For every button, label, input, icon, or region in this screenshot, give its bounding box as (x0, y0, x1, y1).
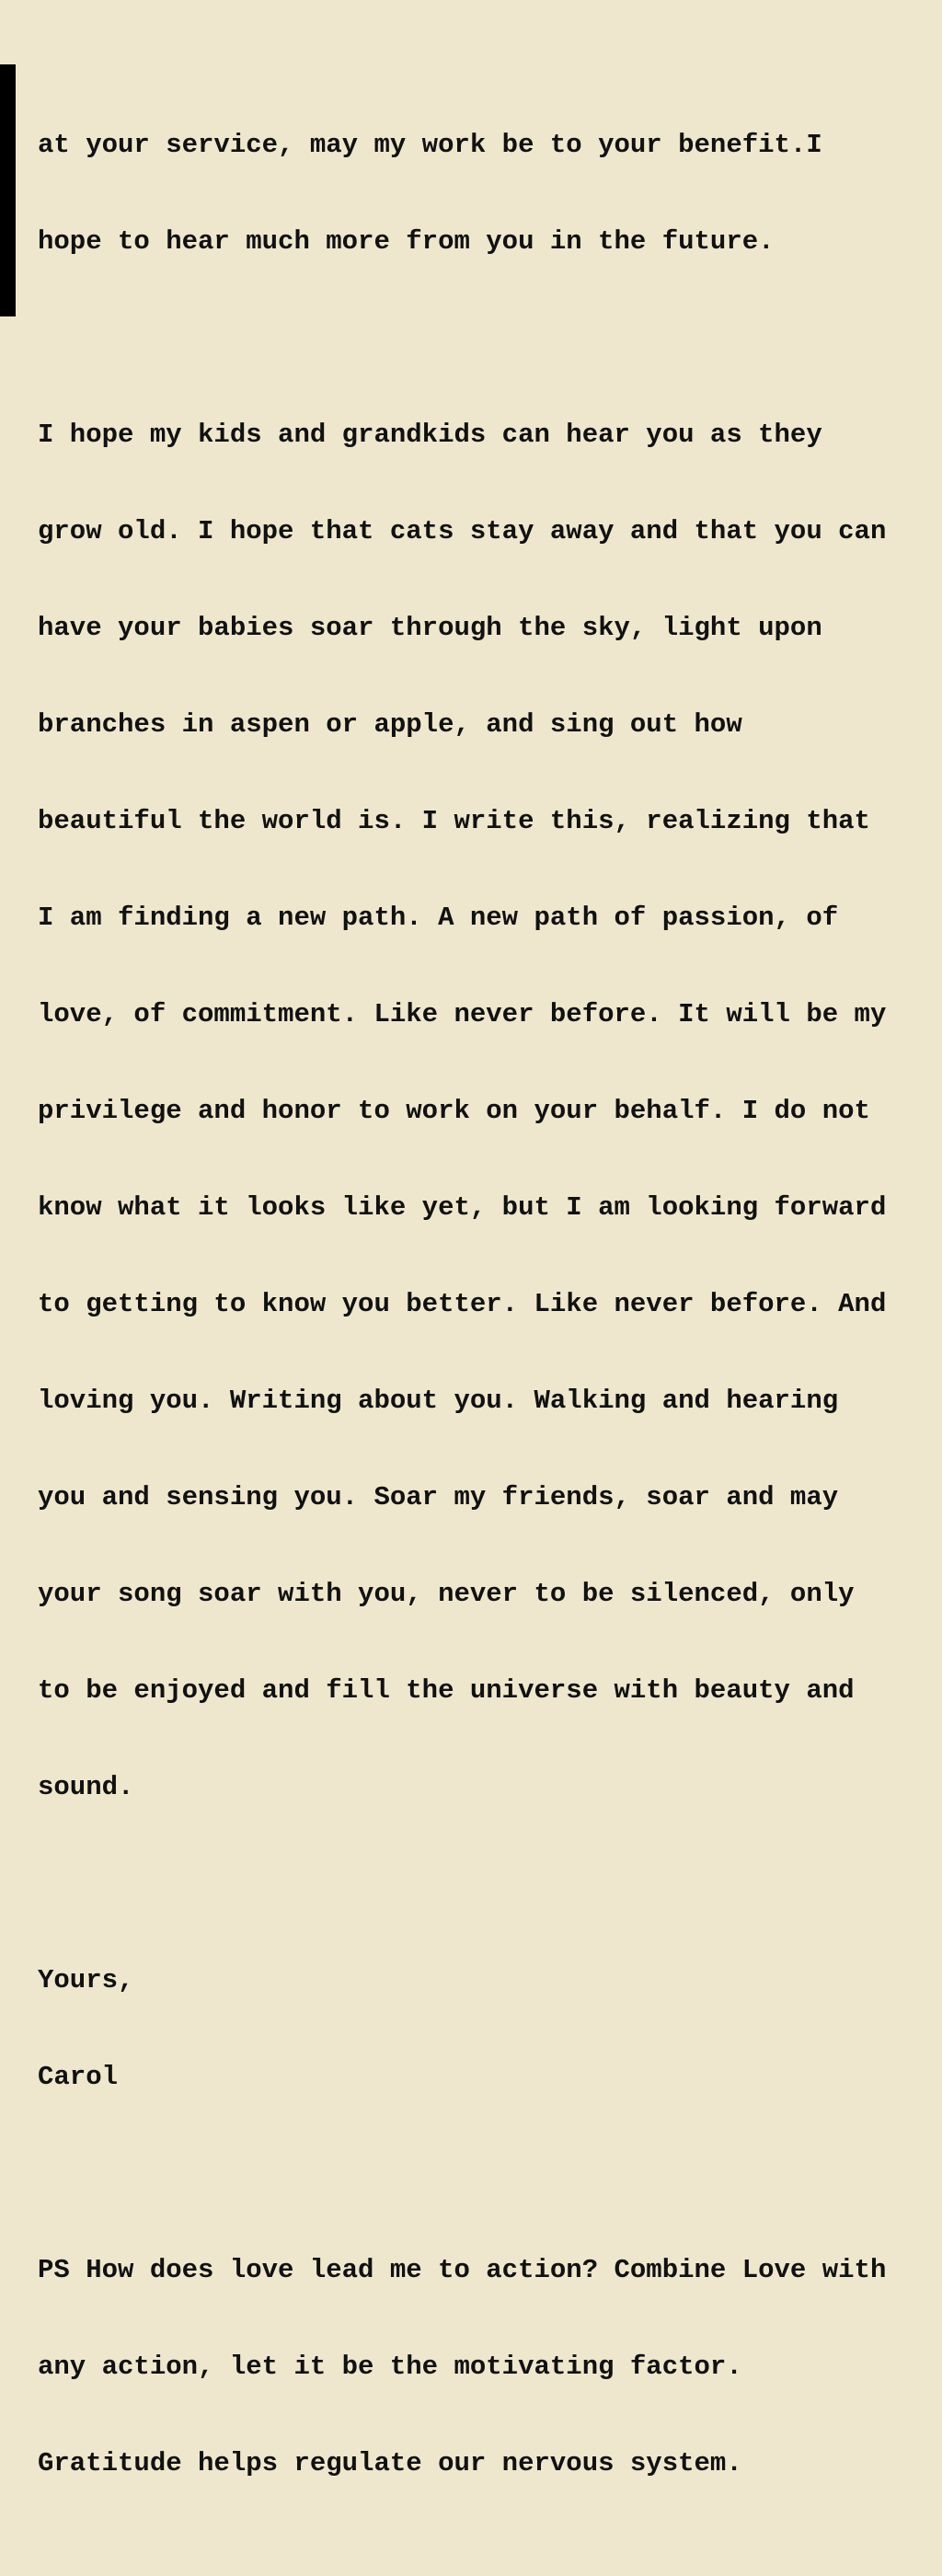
text-line: sound. (38, 1772, 134, 1802)
text-line: at your service, may my work be to your benefit.I (38, 130, 822, 160)
text-line: PS How does love lead me to action? Combine Love with (38, 2255, 887, 2285)
text-line: Gratitude helps regulate our nervous system. (38, 2448, 742, 2478)
text-line: have your babies soar through the sky, light upon (38, 613, 822, 643)
text-line: loving you. Writing about you. Walking and hearing (38, 1386, 839, 1416)
paragraph-main (38, 354, 930, 1868)
text-line: I am finding a new path. A new path of passion, of (38, 903, 839, 933)
left-margin-bar (0, 64, 16, 316)
text-line: I hope my kids and grandkids can hear you as they (38, 420, 822, 450)
text-line: to getting to know you better. Like never before. And (38, 1289, 887, 1319)
text-line: privilege and honor to work on your behalf. I do not (38, 1096, 870, 1126)
postscript (38, 2190, 930, 2544)
sign-off (38, 1900, 930, 2157)
text-line: any action, let it be the motivating factor. (38, 2352, 742, 2382)
text-line: love, of commitment. Like never before. It will be my (38, 999, 887, 1029)
text-line: to be enjoyed and fill the universe with beauty and (38, 1675, 855, 1706)
text-line: hope to hear much more from you in the future. (38, 226, 775, 257)
text-line: your song soar with you, never to be silenced, only (38, 1579, 855, 1609)
text-line: branches in aspen or apple, and sing out how (38, 709, 742, 740)
closing-text: Yours, (38, 1965, 134, 1995)
text-line: beautiful the world is. I write this, realizing that (38, 806, 870, 836)
text-line: you and sensing you. Soar my friends, soar and may (38, 1482, 839, 1512)
text-line: grow old. I hope that cats stay away and that you can (38, 516, 887, 546)
text-line: know what it looks like yet, but I am looking forward (38, 1192, 887, 1223)
signature-name: Carol (38, 2062, 119, 2092)
letter-body (38, 64, 930, 2576)
paragraph-opening (38, 64, 930, 322)
